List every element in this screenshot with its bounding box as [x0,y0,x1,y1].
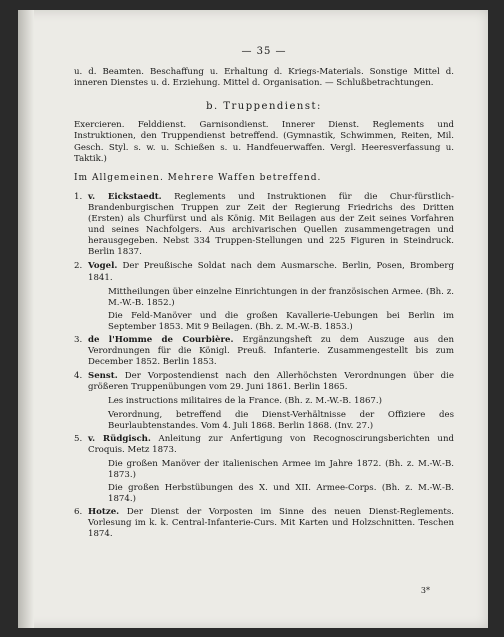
signature-mark: 3* [420,586,430,595]
entry-author: v. Rüdgisch. [88,433,151,444]
entry-number: 1. [74,191,83,202]
entry-3 [74,335,454,368]
entry-author: de l'Homme de Courbière. [88,334,234,345]
entry-sub-item: Die Feld-Manöver und die großen Kavallerie-Uebungen bei Berlin im September 1853. Mit 9 Beilagen. (Bh. z. M.-W.-B. 1853.) [108,310,454,332]
entry-1 [74,192,454,259]
entry-author: Senst. [88,371,118,382]
binding-shadow [18,10,34,628]
entry-number: 4. [74,371,83,382]
entry-sub-item: Mittheilungen über einzelne Einrichtungen in der französischen Armee. (Bh. z. M.-W.-B. 1852.) [108,286,454,308]
section-heading: b. Truppendienst: [206,101,322,113]
entry-author: v. Eickstaedt. [88,191,162,202]
entry-number: 2. [74,261,83,272]
entry-sub-item: Die großen Herbstübungen des X. und XII. Armee-Corps. (Bh. z. M.-W.-B. 1874.) [108,483,454,505]
intro-text: u. d. Beamten. Beschaffung u. Erhaltung d. Kriegs-Materials. Sonstige Mittel d. inneren Dienstes u. d. Erziehung. Mittel d. Organisation. — Schlußbetrachtungen. [74,67,454,89]
entry-number: 6. [74,507,83,518]
page [18,10,488,628]
entry-author: Hotze. [88,507,120,518]
page-content [74,46,454,544]
entry-text: Der Preußische Soldat nach dem Ausmarsche. Berlin, Posen, Bromberg 1841. [88,261,454,283]
entry-text: Anleitung zur Anfertigung von Recognoscirungsberichten und Croquis. Metz 1873. [88,433,454,455]
entry-6 [74,507,454,540]
entry-number: 3. [74,334,83,345]
entry-text: Der Dienst der Vorposten im Sinne des neuen Dienst-Reglements. Vorlesung im k. k. Central-Infanterie-Curs. Mit Karten und Holzschnitten. Teschen 1874. [88,507,454,540]
page-number: — 35 — [241,46,287,57]
entry-list [74,192,454,541]
entry-author: Vogel. [88,261,118,272]
entry-text: Reglements und Instruktionen für die Chur-fürstlich-Brandenburgischen Truppen zur Zeit der Regierung Friedrichs des Dritten (Ersten) als Churfürst und als König. Mit Beilagen aus der Zeit seines Vorfahren und seines Nachfolgers. Aus archivarischen Quellen zusammengetragen und herausgegeben. Nebst 334 Truppen-Stellungen und 225 Figuren in Steindruck. Berlin 1837. [88,191,454,258]
entry-sub-item: Verordnung, betreffend die Dienst-Verhältnisse der Offiziere des Beurlaubtenstandes. Vom 4. Juli 1868. Berlin 1868. (Inv. 27.) [108,409,454,431]
entry-number: 5. [74,433,83,444]
section-text: Exercieren. Felddienst. Garnisondienst. Innerer Dienst. Reglements und Instruktionen, den Truppendienst betreffend. (Gymnastik, Schwimmen, Reiten, Mil. Gesch. Styl. s. w. u. Schießen s. u. Handfeuerwaffen. Vergl. Heeresverfassung u. Taktik.) [74,120,454,164]
entry-sub-item: Les instructions militaires de la France. (Bh. z. M.-W.-B. 1867.) [108,396,382,407]
entry-2 [74,261,454,283]
entry-text: Der Vorpostendienst nach den Allerhöchsten Verordnungen über die größeren Truppenübungen vom 29. Juni 1861. Berlin 1865. [88,371,454,393]
entry-5 [74,434,454,456]
entry-sub-item: Die großen Manöver der italienischen Armee im Jahre 1872. (Bh. z. M.-W.-B. 1873.) [108,458,454,480]
entry-4 [74,371,454,393]
subheading: Im Allgemeinen. Mehrere Waffen betreffend. [74,172,322,183]
entry-text: Ergänzungsheft zu dem Auszuge aus den Verordnungen für die Königl. Preuß. Infanterie. Zusammengestellt bis zum December 1852. Berlin 1853. [88,334,454,368]
